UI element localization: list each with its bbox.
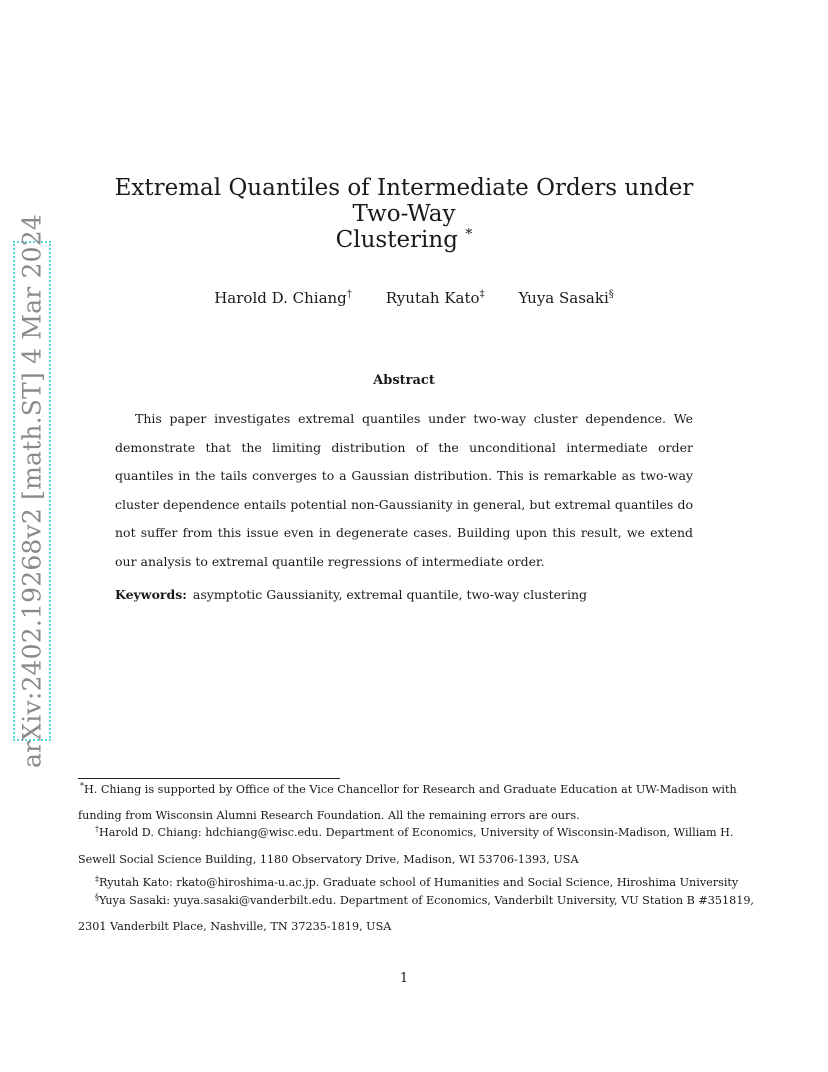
- abstract-heading: Abstract: [373, 373, 435, 388]
- footnote-text: H. Chiang is supported by Office of the Vice Chancellor for Research and Graduate Education at UW-Madison with: [84, 783, 737, 796]
- footnote-continuation: 2301 Vanderbilt Place, Nashville, TN 37235-1819, USA: [78, 920, 392, 933]
- footnote-text: Yuya Sasaki: yuya.sasaki@vanderbilt.edu. Department of Economics, Vanderbilt University, VU Station B #351819,: [99, 894, 754, 907]
- footnote-marker: ‡: [95, 874, 99, 884]
- abstract-body: This paper investigates extremal quantiles under two-way cluster dependence. We demonstrate that the limiting distribution of the unconditional intermediate order quantiles in the tails converges to a Gaussian distribution. This is remarkable as two-way cluster dependence entails potential non-Gaussianity in general, but extremal quantiles do not suffer from this issue even in degenerate cases. Building upon this result, we extend our analysis to extremal quantile regressions of intermediate order.: [115, 411, 693, 569]
- author: [519, 289, 614, 307]
- footnote-marker: *: [80, 781, 84, 791]
- keywords: [115, 587, 715, 602]
- footnote: [95, 826, 733, 839]
- paper-title-line-2: [100, 227, 708, 253]
- arxiv-identifier: arXiv:2402.19268v2 [math.ST] 4 Mar 2024: [17, 214, 47, 768]
- author-list: [0, 289, 828, 307]
- footnote-continuation: funding from Wisconsin Alumni Research Foundation. All the remaining errors are ours.: [78, 809, 580, 822]
- footnote: [95, 876, 738, 889]
- keywords-label: Keywords:: [115, 587, 187, 602]
- footnote-marker: §: [95, 892, 99, 902]
- footnote: [95, 894, 754, 907]
- footnote: [80, 783, 737, 796]
- footnote-text: Harold D. Chiang: hdchiang@wisc.edu. Department of Economics, University of Wisconsin-Madison, William H.: [99, 826, 734, 839]
- paper-title-line-1: [100, 175, 708, 227]
- paper-title-text-2: Clustering: [335, 227, 458, 253]
- footnote-divider: [78, 778, 340, 779]
- page-number: 1: [399, 971, 409, 986]
- author-name: Yuya Sasaki: [518, 289, 609, 307]
- author: [214, 289, 352, 307]
- footnote-marker: †: [95, 824, 99, 834]
- author-name: Ryutah Kato: [385, 289, 480, 307]
- footnote-continuation: Sewell Social Science Building, 1180 Observatory Drive, Madison, WI 53706-1393, USA: [78, 853, 579, 866]
- footnote-text: Ryutah Kato: rkato@hiroshima-u.ac.jp. Graduate school of Humanities and Social Science, Hiroshima University: [99, 876, 739, 889]
- author: [386, 289, 485, 307]
- author-marker: †: [346, 289, 352, 300]
- author-name: Harold D. Chiang: [214, 289, 347, 307]
- author-marker: ‡: [479, 289, 485, 300]
- title-footnote-marker: *: [465, 226, 473, 243]
- arxiv-stamp: [13, 214, 51, 768]
- author-marker: §: [608, 289, 614, 300]
- paper-title-text-1: Extremal Quantiles of Intermediate Orders under Two-Way: [114, 175, 694, 227]
- keywords-text: asymptotic Gaussianity, extremal quantile, two-way clustering: [192, 587, 588, 602]
